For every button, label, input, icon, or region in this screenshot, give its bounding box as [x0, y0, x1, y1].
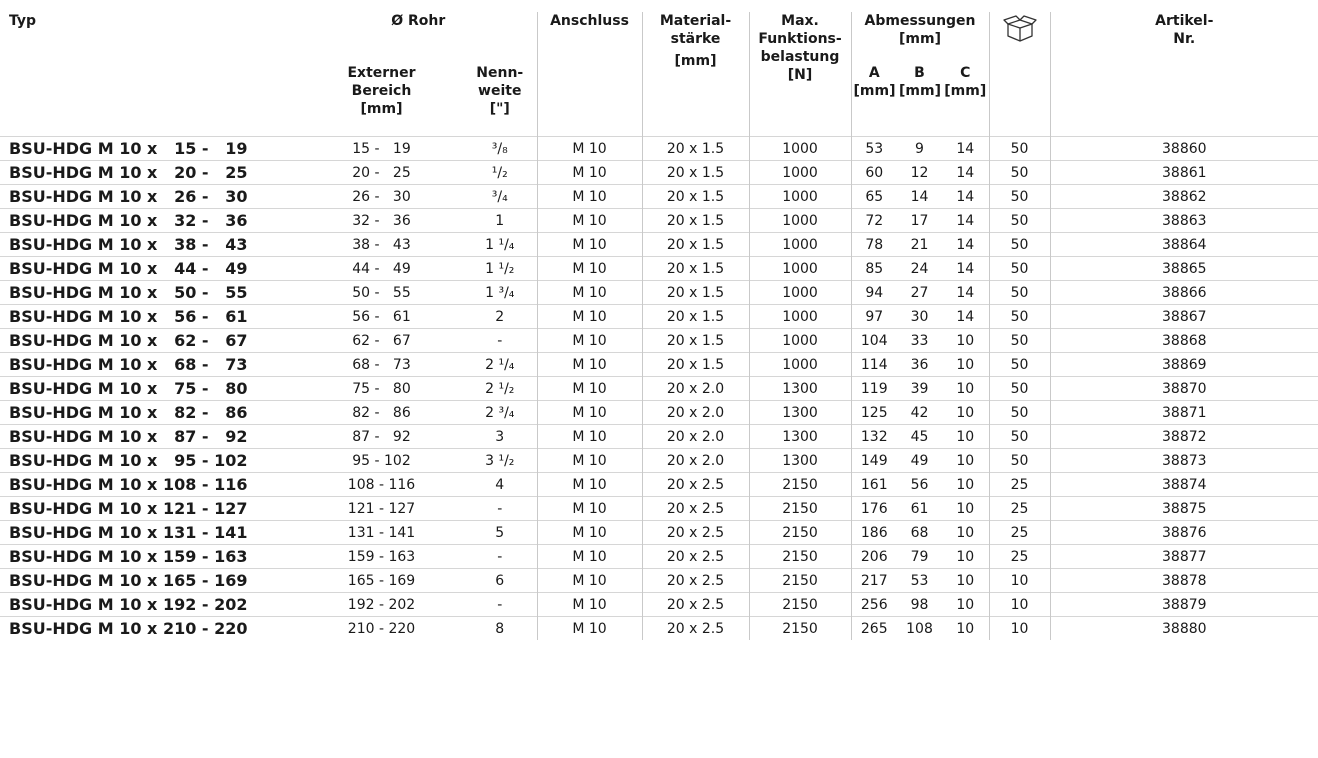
- cell-c: 10: [942, 473, 989, 497]
- cell-verpackungseinheit: 50: [989, 161, 1050, 185]
- cell-anschluss: M 10: [537, 281, 642, 305]
- cell-artikel-nr: 38879: [1162, 596, 1207, 613]
- cell-nennweite: ¹/₂: [463, 161, 537, 185]
- cell-externer-bereich: 165 - 169: [347, 572, 416, 589]
- cell-a: 132: [860, 428, 888, 445]
- cell-a: 53: [865, 140, 884, 157]
- cell-materialstaerke: 20 x 1.5: [642, 161, 749, 185]
- cell-c: 10: [942, 329, 989, 353]
- cell-materialstaerke: 20 x 2.0: [642, 449, 749, 473]
- cell-verpackungseinheit: 50: [989, 185, 1050, 209]
- cell-nennweite: -: [463, 329, 537, 353]
- cell-materialstaerke: 20 x 1.5: [642, 257, 749, 281]
- cell-typ: BSU-HDG M 10 x 131 - 141: [9, 523, 248, 542]
- cell-typ: BSU-HDG M 10 x 26 - 30: [9, 187, 248, 206]
- cell-funktionsbelastung: 2150: [749, 569, 851, 593]
- cell-verpackungseinheit: 50: [989, 329, 1050, 353]
- cell-artikel-nr: 38869: [1162, 356, 1207, 373]
- cell-materialstaerke: 20 x 1.5: [642, 305, 749, 329]
- cell-nennweite: -: [463, 497, 537, 521]
- cell-externer-bereich: 87 - 92: [352, 428, 411, 445]
- cell-funktionsbelastung: 2150: [749, 473, 851, 497]
- cell-b: 45: [910, 428, 929, 445]
- cell-b: 14: [910, 188, 929, 205]
- cell-verpackungseinheit: 25: [989, 473, 1050, 497]
- table-row: [0, 401, 1318, 425]
- cell-a: 256: [860, 596, 888, 613]
- cell-funktionsbelastung: 2150: [749, 545, 851, 569]
- header-a: A [mm]: [853, 65, 896, 99]
- cell-typ: BSU-HDG M 10 x 159 - 163: [9, 547, 248, 566]
- cell-b: 36: [910, 356, 929, 373]
- cell-funktionsbelastung: 2150: [749, 521, 851, 545]
- header-anschluss: Anschluss: [537, 12, 642, 137]
- cell-a: 72: [865, 212, 884, 229]
- cell-funktionsbelastung: 1300: [749, 425, 851, 449]
- cell-materialstaerke: 20 x 2.5: [642, 593, 749, 617]
- cell-funktionsbelastung: 2150: [749, 617, 851, 641]
- cell-nennweite: ³/₄: [463, 185, 537, 209]
- cell-materialstaerke: 20 x 1.5: [642, 329, 749, 353]
- cell-a: 60: [865, 164, 884, 181]
- cell-a: 97: [865, 308, 884, 325]
- cell-materialstaerke: 20 x 2.0: [642, 425, 749, 449]
- cell-typ: BSU-HDG M 10 x 121 - 127: [9, 499, 248, 518]
- cell-artikel-nr: 38870: [1162, 380, 1207, 397]
- table-row: [0, 185, 1318, 209]
- cell-externer-bereich: 50 - 55: [352, 284, 411, 301]
- cell-artikel-nr: 38866: [1162, 284, 1207, 301]
- cell-funktionsbelastung: 2150: [749, 593, 851, 617]
- cell-nennweite: 3 ¹/₂: [463, 449, 537, 473]
- cell-anschluss: M 10: [537, 617, 642, 641]
- cell-externer-bereich: 192 - 202: [347, 596, 416, 613]
- cell-artikel-nr: 38865: [1162, 260, 1207, 277]
- cell-nennweite: 2 ³/₄: [463, 401, 537, 425]
- cell-externer-bereich: 20 - 25: [352, 164, 411, 181]
- cell-artikel-nr: 38861: [1162, 164, 1207, 181]
- cell-c: 10: [942, 593, 989, 617]
- table-row: [0, 449, 1318, 473]
- cell-a: 114: [860, 356, 888, 373]
- cell-typ: BSU-HDG M 10 x 62 - 67: [9, 331, 248, 350]
- cell-c: 10: [942, 401, 989, 425]
- cell-artikel-nr: 38871: [1162, 404, 1207, 421]
- cell-externer-bereich: 44 - 49: [352, 260, 411, 277]
- cell-a: 149: [860, 452, 888, 469]
- cell-c: 10: [942, 425, 989, 449]
- table-row: [0, 257, 1318, 281]
- cell-externer-bereich: 131 - 141: [347, 524, 416, 541]
- cell-typ: BSU-HDG M 10 x 20 - 25: [9, 163, 248, 182]
- cell-b: 61: [910, 500, 929, 517]
- cell-nennweite: -: [463, 593, 537, 617]
- cell-funktionsbelastung: 2150: [749, 497, 851, 521]
- cell-anschluss: M 10: [537, 233, 642, 257]
- cell-anschluss: M 10: [537, 161, 642, 185]
- cell-artikel-nr: 38867: [1162, 308, 1207, 325]
- cell-b: 39: [910, 380, 929, 397]
- header-abmessungen: Abmessungen [mm]: [851, 12, 989, 64]
- cell-nennweite: 2 ¹/₄: [463, 353, 537, 377]
- cell-externer-bereich: 75 - 80: [352, 380, 411, 397]
- cell-a: 125: [860, 404, 888, 421]
- cell-b: 24: [910, 260, 929, 277]
- cell-verpackungseinheit: 50: [989, 425, 1050, 449]
- cell-externer-bereich: 68 - 73: [352, 356, 411, 373]
- cell-typ: BSU-HDG M 10 x 75 - 80: [9, 379, 248, 398]
- cell-typ: BSU-HDG M 10 x 15 - 19: [9, 139, 248, 158]
- cell-a: 186: [860, 524, 888, 541]
- cell-nennweite: 4: [463, 473, 537, 497]
- cell-anschluss: M 10: [537, 569, 642, 593]
- cell-artikel-nr: 38862: [1162, 188, 1207, 205]
- cell-funktionsbelastung: 1000: [749, 137, 851, 161]
- cell-artikel-nr: 38876: [1162, 524, 1207, 541]
- cell-verpackungseinheit: 50: [989, 449, 1050, 473]
- cell-verpackungseinheit: 50: [989, 209, 1050, 233]
- cell-nennweite: -: [463, 545, 537, 569]
- cell-typ: BSU-HDG M 10 x 50 - 55: [9, 283, 248, 302]
- cell-c: 14: [942, 161, 989, 185]
- cell-externer-bereich: 121 - 127: [347, 500, 416, 517]
- cell-b: 42: [910, 404, 929, 421]
- cell-c: 10: [942, 617, 989, 641]
- cell-c: 10: [942, 521, 989, 545]
- cell-c: 10: [942, 545, 989, 569]
- cell-b: 68: [910, 524, 929, 541]
- cell-nennweite: 8: [463, 617, 537, 641]
- cell-verpackungseinheit: 10: [989, 569, 1050, 593]
- cell-nennweite: 6: [463, 569, 537, 593]
- cell-externer-bereich: 38 - 43: [352, 236, 411, 253]
- cell-anschluss: M 10: [537, 257, 642, 281]
- cell-artikel-nr: 38877: [1162, 548, 1207, 565]
- cell-funktionsbelastung: 1000: [749, 185, 851, 209]
- cell-nennweite: 5: [463, 521, 537, 545]
- cell-externer-bereich: 210 - 220: [347, 620, 416, 637]
- cell-anschluss: M 10: [537, 593, 642, 617]
- header-externer-bereich: Externer Bereich [mm]: [347, 65, 416, 117]
- cell-b: 30: [910, 308, 929, 325]
- cell-materialstaerke: 20 x 2.5: [642, 545, 749, 569]
- cell-typ: BSU-HDG M 10 x 210 - 220: [9, 619, 248, 638]
- cell-funktionsbelastung: 1000: [749, 281, 851, 305]
- cell-externer-bereich: 108 - 116: [347, 476, 416, 493]
- cell-typ: BSU-HDG M 10 x 32 - 36: [9, 211, 248, 230]
- cell-anschluss: M 10: [537, 185, 642, 209]
- cell-a: 217: [860, 572, 888, 589]
- cell-a: 119: [860, 380, 888, 397]
- cell-c: 14: [942, 185, 989, 209]
- cell-typ: BSU-HDG M 10 x 95 - 102: [9, 451, 248, 470]
- cell-materialstaerke: 20 x 2.5: [642, 569, 749, 593]
- cell-a: 176: [860, 500, 888, 517]
- cell-externer-bereich: 62 - 67: [352, 332, 411, 349]
- cell-nennweite: 2 ¹/₂: [463, 377, 537, 401]
- header-materialstaerke: Material- stärke [mm]: [642, 12, 749, 137]
- table-row: [0, 425, 1318, 449]
- cell-b: 79: [910, 548, 929, 565]
- cell-a: 94: [865, 284, 884, 301]
- cell-externer-bereich: 32 - 36: [352, 212, 411, 229]
- cell-c: 10: [942, 449, 989, 473]
- table-row: [0, 521, 1318, 545]
- cell-artikel-nr: 38874: [1162, 476, 1207, 493]
- table-row: [0, 593, 1318, 617]
- table-row: [0, 281, 1318, 305]
- cell-funktionsbelastung: 1000: [749, 305, 851, 329]
- cell-anschluss: M 10: [537, 521, 642, 545]
- cell-artikel-nr: 38863: [1162, 212, 1207, 229]
- table-row: [0, 377, 1318, 401]
- cell-c: 14: [942, 137, 989, 161]
- cell-materialstaerke: 20 x 2.5: [642, 617, 749, 641]
- table-row: [0, 305, 1318, 329]
- cell-b: 49: [910, 452, 929, 469]
- cell-a: 161: [860, 476, 888, 493]
- cell-funktionsbelastung: 1300: [749, 401, 851, 425]
- header-verpackungseinheit: [989, 12, 1050, 137]
- cell-externer-bereich: 56 - 61: [352, 308, 411, 325]
- cell-externer-bereich: 26 - 30: [352, 188, 411, 205]
- cell-funktionsbelastung: 1300: [749, 377, 851, 401]
- table-row: [0, 329, 1318, 353]
- cell-anschluss: M 10: [537, 305, 642, 329]
- table-row: [0, 497, 1318, 521]
- cell-b: 27: [910, 284, 929, 301]
- header-artikel-nr: Artikel- Nr.: [1155, 13, 1214, 47]
- cell-b: 12: [910, 164, 929, 181]
- cell-verpackungseinheit: 50: [989, 377, 1050, 401]
- cell-funktionsbelastung: 1000: [749, 233, 851, 257]
- cell-a: 65: [865, 188, 884, 205]
- table-row: [0, 233, 1318, 257]
- cell-verpackungseinheit: 25: [989, 545, 1050, 569]
- cell-b: 56: [910, 476, 929, 493]
- cell-c: 14: [942, 209, 989, 233]
- cell-c: 14: [942, 281, 989, 305]
- cell-materialstaerke: 20 x 1.5: [642, 185, 749, 209]
- cell-c: 14: [942, 305, 989, 329]
- cell-materialstaerke: 20 x 1.5: [642, 209, 749, 233]
- cell-funktionsbelastung: 1300: [749, 449, 851, 473]
- cell-anschluss: M 10: [537, 329, 642, 353]
- cell-verpackungseinheit: 50: [989, 353, 1050, 377]
- table-row: [0, 161, 1318, 185]
- cell-verpackungseinheit: 25: [989, 497, 1050, 521]
- cell-verpackungseinheit: 10: [989, 593, 1050, 617]
- cell-artikel-nr: 38864: [1162, 236, 1207, 253]
- cell-verpackungseinheit: 50: [989, 137, 1050, 161]
- cell-externer-bereich: 15 - 19: [352, 140, 411, 157]
- cell-typ: BSU-HDG M 10 x 56 - 61: [9, 307, 248, 326]
- cell-verpackungseinheit: 10: [989, 617, 1050, 641]
- cell-externer-bereich: 159 - 163: [347, 548, 416, 565]
- cell-anschluss: M 10: [537, 401, 642, 425]
- cell-typ: BSU-HDG M 10 x 82 - 86: [9, 403, 248, 422]
- table-row: [0, 617, 1318, 641]
- cell-externer-bereich: 95 - 102: [352, 452, 411, 469]
- cell-a: 78: [865, 236, 884, 253]
- cell-funktionsbelastung: 1000: [749, 257, 851, 281]
- cell-funktionsbelastung: 1000: [749, 329, 851, 353]
- cell-c: 10: [942, 497, 989, 521]
- cell-materialstaerke: 20 x 1.5: [642, 233, 749, 257]
- cell-verpackungseinheit: 25: [989, 521, 1050, 545]
- cell-artikel-nr: 38872: [1162, 428, 1207, 445]
- cell-nennweite: 2: [463, 305, 537, 329]
- cell-nennweite: 1 ¹/₄: [463, 233, 537, 257]
- cell-c: 14: [942, 233, 989, 257]
- table-row: [0, 473, 1318, 497]
- table-row: [0, 137, 1318, 161]
- table-row: [0, 209, 1318, 233]
- cell-a: 265: [860, 620, 888, 637]
- cell-b: 21: [910, 236, 929, 253]
- header-nennweite: Nenn- weite ["]: [463, 64, 537, 137]
- table-row: [0, 569, 1318, 593]
- cell-artikel-nr: 38875: [1162, 500, 1207, 517]
- table-row: [0, 545, 1318, 569]
- cell-b: 9: [915, 140, 924, 157]
- cell-materialstaerke: 20 x 1.5: [642, 281, 749, 305]
- cell-typ: BSU-HDG M 10 x 38 - 43: [9, 235, 248, 254]
- header-typ: Typ: [9, 13, 37, 29]
- cell-c: 10: [942, 569, 989, 593]
- cell-anschluss: M 10: [537, 377, 642, 401]
- cell-typ: BSU-HDG M 10 x 44 - 49: [9, 259, 248, 278]
- cell-funktionsbelastung: 1000: [749, 161, 851, 185]
- cell-artikel-nr: 38868: [1162, 332, 1207, 349]
- cell-materialstaerke: 20 x 2.0: [642, 401, 749, 425]
- cell-artikel-nr: 38878: [1162, 572, 1207, 589]
- cell-typ: BSU-HDG M 10 x 165 - 169: [9, 571, 248, 590]
- cell-anschluss: M 10: [537, 449, 642, 473]
- cell-typ: BSU-HDG M 10 x 68 - 73: [9, 355, 248, 374]
- cell-verpackungseinheit: 50: [989, 281, 1050, 305]
- cell-anschluss: M 10: [537, 353, 642, 377]
- cell-nennweite: 1 ¹/₂: [463, 257, 537, 281]
- cell-a: 206: [860, 548, 888, 565]
- cell-c: 10: [942, 353, 989, 377]
- cell-materialstaerke: 20 x 2.5: [642, 521, 749, 545]
- cell-typ: BSU-HDG M 10 x 192 - 202: [9, 595, 248, 614]
- table-row: [0, 353, 1318, 377]
- header-rohr: Ø Rohr: [300, 12, 537, 64]
- cell-b: 98: [910, 596, 929, 613]
- cell-c: 14: [942, 257, 989, 281]
- table-body: [0, 137, 1318, 641]
- cell-nennweite: 3: [463, 425, 537, 449]
- cell-materialstaerke: 20 x 2.5: [642, 497, 749, 521]
- header-c: C [mm]: [942, 64, 989, 137]
- cell-funktionsbelastung: 1000: [749, 353, 851, 377]
- cell-typ: BSU-HDG M 10 x 108 - 116: [9, 475, 248, 494]
- cell-b: 53: [910, 572, 929, 589]
- cell-externer-bereich: 82 - 86: [352, 404, 411, 421]
- cell-anschluss: M 10: [537, 209, 642, 233]
- cell-nennweite: 1: [463, 209, 537, 233]
- cell-artikel-nr: 38880: [1162, 620, 1207, 637]
- cell-typ: BSU-HDG M 10 x 87 - 92: [9, 427, 248, 446]
- cell-materialstaerke: 20 x 2.5: [642, 473, 749, 497]
- cell-b: 33: [910, 332, 929, 349]
- cell-materialstaerke: 20 x 1.5: [642, 137, 749, 161]
- cell-a: 104: [860, 332, 888, 349]
- cell-verpackungseinheit: 50: [989, 257, 1050, 281]
- cell-verpackungseinheit: 50: [989, 305, 1050, 329]
- cell-anschluss: M 10: [537, 545, 642, 569]
- product-table: [0, 12, 1318, 640]
- cell-anschluss: M 10: [537, 497, 642, 521]
- cell-funktionsbelastung: 1000: [749, 209, 851, 233]
- cell-nennweite: 1 ³/₄: [463, 281, 537, 305]
- cell-anschluss: M 10: [537, 425, 642, 449]
- cell-verpackungseinheit: 50: [989, 401, 1050, 425]
- cell-materialstaerke: 20 x 1.5: [642, 353, 749, 377]
- cell-verpackungseinheit: 50: [989, 233, 1050, 257]
- cell-anschluss: M 10: [537, 473, 642, 497]
- header-max-funktionsbelastung: Max. Funktions- belastung [N]: [749, 12, 851, 137]
- cell-c: 10: [942, 377, 989, 401]
- cell-b: 108: [906, 620, 933, 637]
- cell-artikel-nr: 38860: [1162, 140, 1207, 157]
- cell-materialstaerke: 20 x 2.0: [642, 377, 749, 401]
- header-b: B [mm]: [899, 65, 941, 99]
- cell-anschluss: M 10: [537, 137, 642, 161]
- cell-nennweite: ³/₈: [463, 137, 537, 161]
- cell-b: 17: [910, 212, 929, 229]
- package-box-icon: [1002, 14, 1038, 44]
- cell-a: 85: [865, 260, 884, 277]
- cell-artikel-nr: 38873: [1162, 452, 1207, 469]
